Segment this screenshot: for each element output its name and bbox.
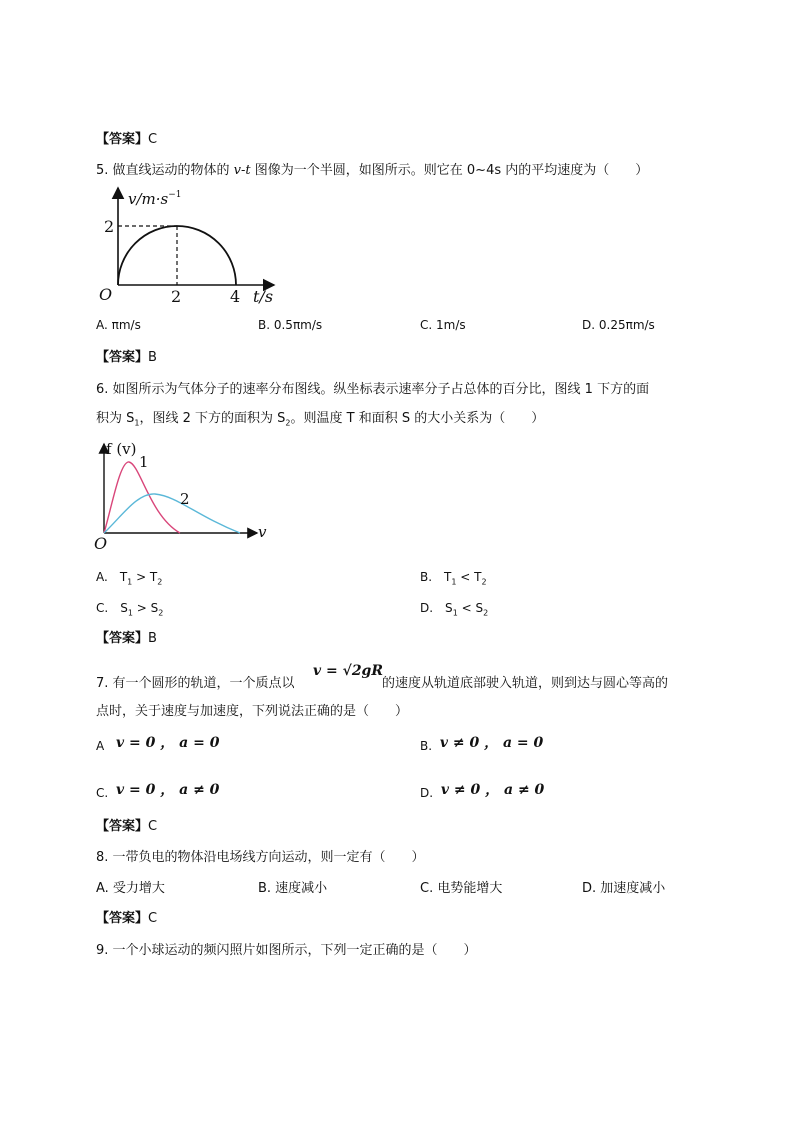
q8-stem: 8. 一带负电的物体沿电场线方向运动，则一定有（ ） <box>96 850 425 865</box>
q6-stem-line2: 积为 $S_1$，图线 2 下方的面积为 $S_2$。则温度 T 和面积 S 的大小关系为（ ） <box>96 411 545 428</box>
q6-option-a: A. $T_1 > T_2$ <box>96 570 163 587</box>
q5-tick-x1: 2 <box>171 287 182 306</box>
q5-stem: 5. 做直线运动的物体的 v-t 图像为一个半圆，如图所示。则它在 0~4s 内的平均速度为（ ） <box>96 163 649 178</box>
q6-curve2-label: 2 <box>180 490 190 508</box>
q7-option-b: B. v ≠ 0 ， a = 0 <box>420 735 544 753</box>
q6-option-b: B. $T_1 < T_2$ <box>420 570 487 587</box>
q5-option-d: D. 0.25πm/s <box>582 318 655 332</box>
q8-answer: 【答案】C <box>96 911 158 926</box>
q5-vt-graph <box>96 182 286 308</box>
q6-x-label: v <box>258 523 267 541</box>
q8-option-a: A. 受力增大 <box>96 881 165 896</box>
q6-option-d: D. $S_1 < S_2$ <box>420 601 489 618</box>
q7-stem-line2: 点时，关于速度与加速度，下列说法正确的是（ ） <box>96 704 409 719</box>
q5-tick-x2: 4 <box>230 287 241 306</box>
q7-formula: v = √2gR <box>313 663 383 679</box>
q7-answer: 【答案】C <box>96 819 158 834</box>
q5-tick-y: 2 <box>104 217 115 236</box>
q6-stem-line1: 6. 如图所示为气体分子的速率分布图线。纵坐标表示速率分子占总体的百分比，图线 1 下方的面 <box>96 382 650 397</box>
q6-answer: 【答案】B <box>96 631 157 646</box>
q8-option-d: D. 加速度减小 <box>582 881 666 896</box>
q5-answer: 【答案】B <box>96 350 157 365</box>
q4-answer: 【答案】C <box>96 132 158 147</box>
q5-option-b: B. 0.5πm/s <box>258 318 323 332</box>
q8-option-c: C. 电势能增大 <box>420 881 503 896</box>
q6-curve1-label: 1 <box>139 453 149 471</box>
q5-x-label: t/s <box>253 287 274 306</box>
q7-option-c: C. v = 0 ， a ≠ 0 <box>96 782 220 800</box>
q5-option-c: C. 1m/s <box>420 318 466 332</box>
q9-stem: 9. 一个小球运动的频闪照片如图所示，下列一定正确的是（ ） <box>96 943 477 958</box>
q5-y-label: $v/m\cdot s^{-1}$ <box>128 190 182 208</box>
q6-origin: O <box>94 534 108 552</box>
q7-option-d: D. v ≠ 0 ， a ≠ 0 <box>420 782 545 800</box>
q6-y-label: f (v) <box>106 440 137 458</box>
q6-option-c: C. $S_1 > S_2$ <box>96 601 164 618</box>
q7-option-a: A v = 0 ， a = 0 <box>96 735 220 753</box>
q6-distribution-graph <box>92 436 274 552</box>
q7-stem-a: 7. 有一个圆形的轨道，一个质点以 <box>96 676 295 691</box>
q8-option-b: B. 速度减小 <box>258 881 328 896</box>
q5-origin: O <box>99 285 113 304</box>
q7-stem-b: 的速度从轨道底部驶入轨道，则到达与圆心等高的 <box>382 676 669 691</box>
q5-option-a: A. πm/s <box>96 318 141 332</box>
